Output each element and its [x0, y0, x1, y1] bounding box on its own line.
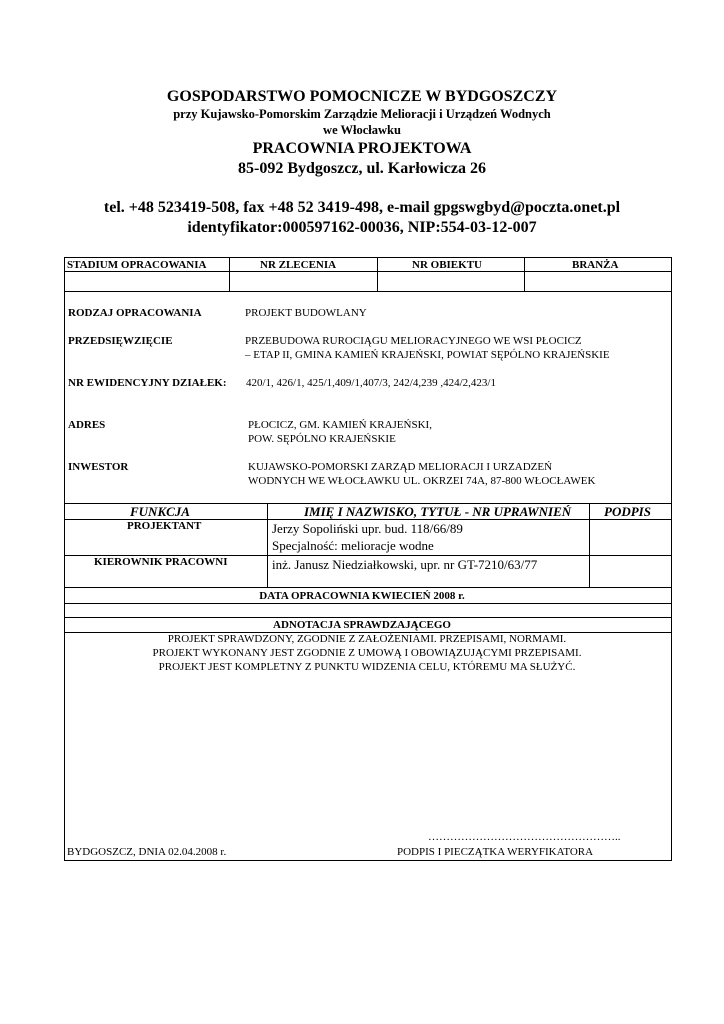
city-date: BYDGOSZCZ, DNIA 02.04.2008 r.: [67, 846, 227, 858]
header-nr-obiektu: NR OBIEKTU: [412, 259, 482, 271]
rodzaj-label: RODZAJ OPRACOWANIA: [68, 307, 202, 319]
org-parent-city: we Włocławku: [323, 123, 401, 137]
adnotacja-title: ADNOTACJA SPRAWDZAJĄCEGO: [273, 619, 451, 631]
divider: [267, 503, 268, 587]
przedsiewziecie-value-1: PRZEBUDOWA RUROCIĄGU MELIORACYJNEGO WE WSI PŁOCICZ: [245, 335, 582, 347]
header-branza: BRANŻA: [572, 259, 619, 271]
divider: [64, 617, 672, 618]
header-stadium: STADIUM OPRACOWANIA: [67, 259, 207, 271]
divider: [377, 257, 378, 291]
ids-line: identyfikator:000597162-00036, NIP:554-03-12-007: [187, 219, 537, 236]
divider: [229, 257, 230, 291]
przedsiewziecie-value-2: – ETAP II, GMINA KAMIEŃ KRAJEŃSKI, POWIAT SĘPÓLNO KRAJEŃSKIE: [245, 349, 610, 361]
contact-line: tel. +48 523419-508, fax +48 52 3419-498, e-mail gpgswgbyd@poczta.onet.pl: [103, 199, 621, 216]
header-nr-zlecenia: NR ZLECENIA: [260, 259, 337, 271]
kierownik-name: inż. Janusz Niedziałkowski, upr. nr GT-7210/63/77: [272, 557, 538, 572]
dzialki-value: 420/1, 426/1, 425/1,409/1,407/3, 242/4,239 ,424/2,423/1: [246, 377, 496, 389]
adres-value-1: PŁOCICZ, GM. KAMIEŃ KRAJEŃSKI,: [248, 419, 432, 431]
signature-caption: PODPIS I PIECZĄTKA WERYFIKATORA: [397, 846, 594, 858]
signature-dots: ……………………………………………..: [428, 831, 621, 843]
adres-value-2: POW. SĘPÓLNO KRAJEŃSKIE: [248, 433, 396, 445]
org-parent: przy Kujawsko-Pomorskim Zarządzie Melioracji i Urządzeń Wodnych: [173, 107, 551, 121]
przedsiewziecie-label: PRZEDSIĘWZIĘCIE: [68, 335, 173, 347]
divider: [64, 271, 672, 272]
office-address: 85-092 Bydgoszcz, ul. Karłowicza 26: [238, 160, 486, 177]
rodzaj-value: PROJEKT BUDOWLANY: [245, 307, 367, 319]
org-name: GOSPODARSTWO POMOCNICZE W BYDGOSZCZY: [166, 88, 558, 105]
inwestor-label: INWESTOR: [68, 461, 129, 473]
inwestor-value-1: KUJAWSKO-POMORSKI ZARZĄD MELIORACJI I URZADZEŃ: [248, 461, 553, 473]
divider: [64, 603, 672, 604]
adres-label: ADRES: [68, 419, 106, 431]
projektant-specialty: Specjalność: melioracje wodne: [272, 538, 434, 553]
kierownik-label: KIEROWNIK PRACOWNI: [94, 556, 228, 568]
col-podpis: PODPIS: [604, 504, 651, 519]
dzialki-label: NR EWIDENCYJNY DZIAŁEK:: [68, 377, 227, 389]
adnotacja-line-3: PROJEKT JEST KOMPLETNY Z PUNKTU WIDZENIA CELU, KTÓREMU MA SŁUŻYĆ.: [158, 661, 576, 673]
inwestor-value-2: WODNYCH WE WŁOCŁAWKU UL. OKRZEI 74A, 87-800 WŁOCŁAWEK: [248, 475, 596, 487]
divider: [64, 587, 672, 588]
adnotacja-line-2: PROJEKT WYKONANY JEST ZGODNIE Z UMOWĄ I OBOWIĄZUJĄCYMI PRZEPISAMI.: [152, 647, 582, 659]
divider: [64, 291, 672, 292]
projektant-label: PROJEKTANT: [127, 520, 202, 532]
adnotacja-line-1: PROJEKT SPRAWDZONY, ZGODNIE Z ZAŁOŻENIAMI. PRZEPISAMI, NORMAMI.: [167, 633, 567, 645]
divider: [524, 257, 525, 291]
data-opracowania: DATA OPRACOWNIA KWIECIEŃ 2008 r.: [259, 590, 465, 602]
col-imie-nazwisko: IMIĘ I NAZWISKO, TYTUŁ - NR UPRAWNIEŃ: [304, 504, 572, 519]
office-name: PRACOWNIA PROJEKTOWA: [252, 140, 472, 157]
divider: [589, 503, 590, 587]
col-funkcja: FUNKCJA: [130, 504, 190, 519]
projektant-name: Jerzy Sopoliński upr. bud. 118/66/89: [272, 521, 463, 536]
